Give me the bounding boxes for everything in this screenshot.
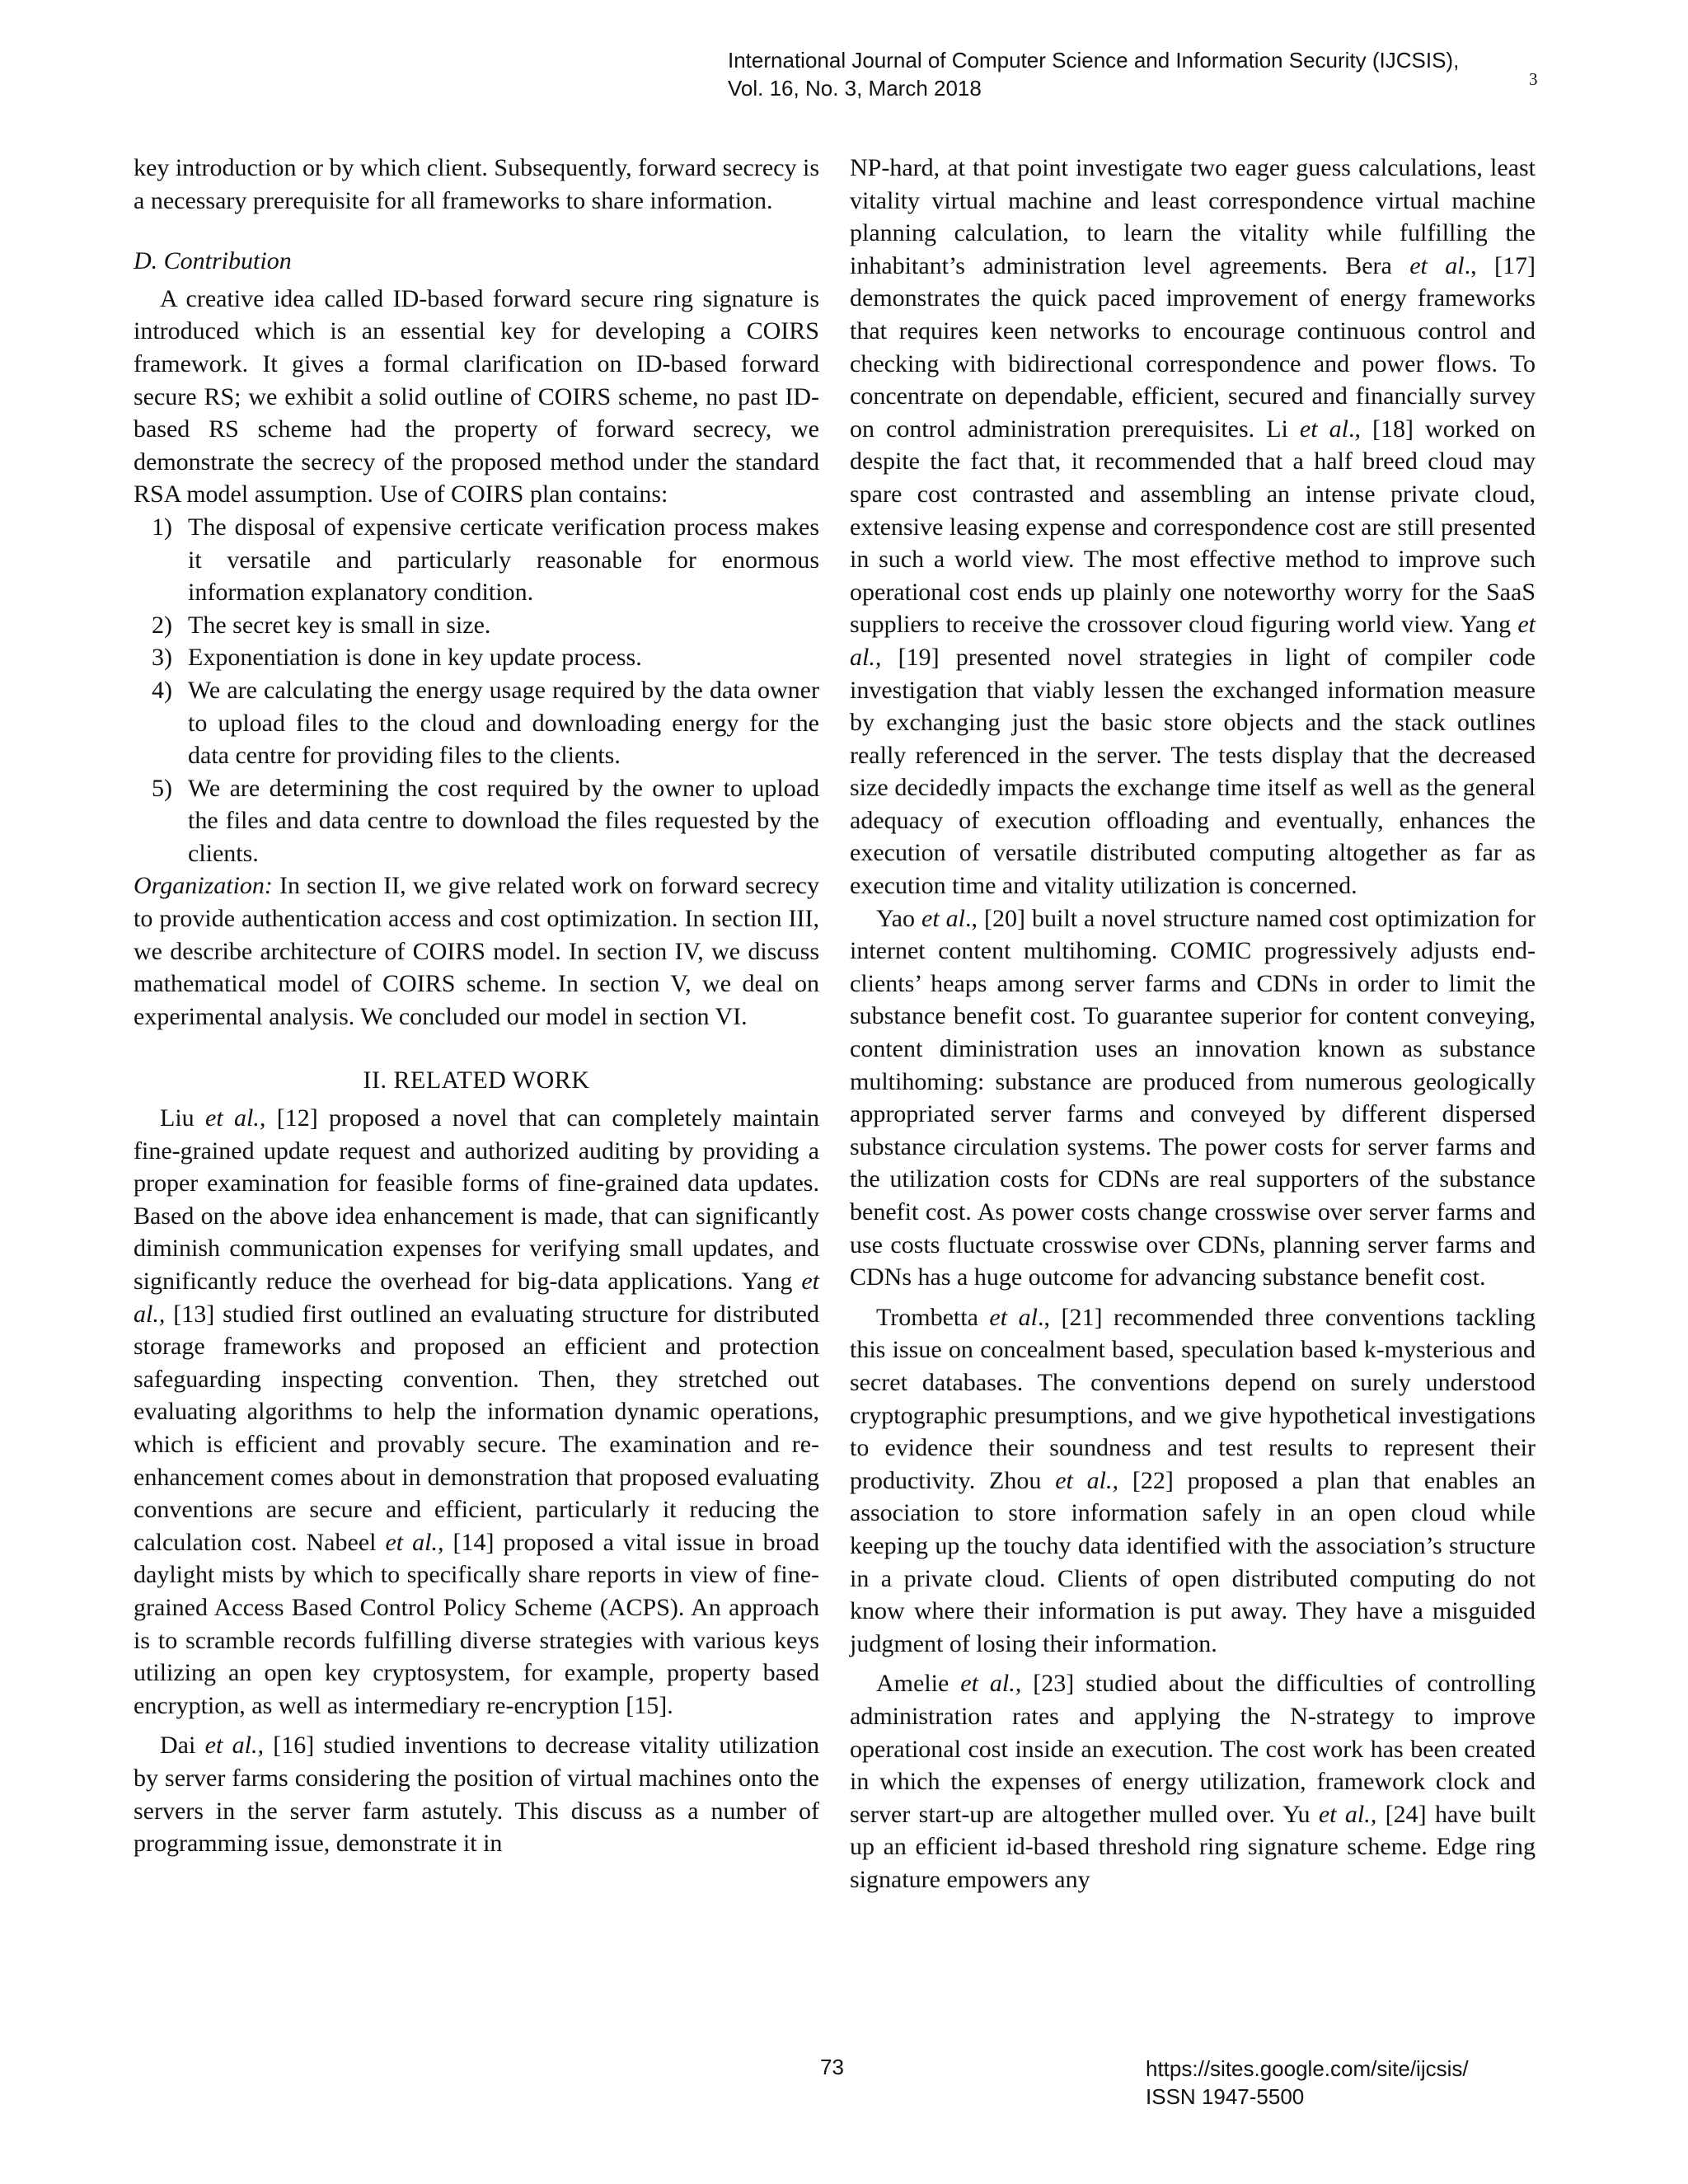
list-item-text: We are calculating the energy usage required by the data owner to upload files to the cloud and downloading energy for the data centre for providing files to the clients. <box>188 676 819 770</box>
header-page-number: 3 <box>1529 69 1538 89</box>
text-run: [13] studied first outlined an evaluating structure for distributed storage frameworks and proposed an efficient and protection safeguarding inspecting convention. Then, they stretched out evaluating algorithms to help the information dynamic operations, which is efficient and provably secure. The examination and re-enhancement comes about in demonstration that proposed evaluating conventions are secure and efficient, particularly it reducing the calculation cost. Nabeel <box>134 1300 819 1556</box>
text-run: [22] proposed a plan that enables an association to store information safely in an open cloud while keeping up the touchy data identified with the association’s structure in a private cloud. Clients of open distributed computing do not know where their information is put away. They have a misguided judgment of losing their information. <box>850 1466 1536 1657</box>
text-run: Amelie <box>876 1670 961 1698</box>
left-column <box>134 152 819 1860</box>
contribution-list <box>134 511 819 870</box>
list-item-text: The secret key is small in size. <box>188 611 491 639</box>
dai-paragraph <box>134 1729 819 1859</box>
intro-paragraph: key introduction or by which client. Subsequently, forward secrecy is a necessary prerequisite for all frameworks to share information. <box>134 154 820 214</box>
list-item <box>134 641 819 674</box>
list-item-number: 2) <box>152 611 172 639</box>
et-al-italic: et al <box>1299 415 1348 443</box>
text-run: Yao <box>876 904 921 932</box>
trombetta-paragraph <box>850 1301 1536 1661</box>
list-item-number: 3) <box>152 644 172 672</box>
et-al-italic: et al <box>921 904 966 932</box>
journal-title-line: International Journal of Computer Science and Information Security (IJCSIS), <box>728 48 1460 73</box>
et-al-italic: et al., <box>1318 1800 1377 1828</box>
et-al-italic: et al., <box>1055 1466 1119 1494</box>
et-al-italic: et al., <box>205 1104 266 1132</box>
journal-header <box>728 46 1459 102</box>
et-al-italic: et al., <box>204 1732 264 1760</box>
journal-volume-line: Vol. 16, No. 3, March 2018 <box>728 76 982 101</box>
text-run: [19] presented novel strategies in light of compiler code investigation that viably lessen the exchanged information measure by exchanging just the basic store objects and the stack outlines really referenced in the server. The tests display that the decreased size decidedly impacts the exchange time itself as well as the general adequacy of execution offloading and eventually, enhances the execution of versatile distributed computing altogether as far as execution time and vitality utilization is concerned. <box>850 643 1536 900</box>
text-run: [24] have built up an efficient id-based threshold ring signature scheme. Edge ring signature empowers any <box>850 1800 1536 1893</box>
contribution-paragraph: A creative idea called ID-based forward secure ring signature is introduced which is an essential key for developing a COIRS framework. It gives a formal clarification on ID-based forward secure RS; we exhibit a solid outline of COIRS scheme, no past ID-based RS scheme had the property of forward secrecy, we demonstrate the secrecy of the proposed method under the standard RSA model assumption. Use of COIRS plan contains: <box>134 284 819 509</box>
continued-paragraph <box>850 152 1536 902</box>
contribution-heading: D. Contribution <box>134 247 292 275</box>
text-run: [14] proposed a vital issue in broad daylight mists by which to specifically share reports in view of fine-grained Access Based Control Policy Scheme (ACPS). An approach is to scramble records fulfilling diverse strategies with various keys utilizing an open key cryptosystem, for example, property based encryption, as well as intermediary re-encryption [15]. <box>134 1528 819 1719</box>
text-run: NP-hard, at that point investigate two eager guess calculations, least vitality virtual machine and least correspondence virtual machine planning calculation, to learn the vitality while fulfilling the inhabitant’s administration level agreements. Bera <box>850 154 1536 279</box>
section-heading-related-work: II. RELATED WORK <box>363 1066 590 1094</box>
organization-text: In section II, we give related work on forward secrecy to provide authentication access and cost optimization. In section III, we describe architecture of COIRS model. In section IV, we discuss mathematical model of COIRS scheme. In section V, we deal on experimental analysis. We concluded our model in section VI. <box>134 872 819 1030</box>
et-al-italic: et al <box>1409 251 1465 279</box>
text-run: Dai <box>160 1732 205 1760</box>
list-item-number: 4) <box>152 676 172 704</box>
et-al-italic: et al., <box>385 1528 444 1556</box>
text-run: Trombetta <box>876 1303 990 1331</box>
et-al-italic: et al., <box>134 1268 819 1328</box>
text-run: ., [20] built a novel structure named cost optimization for internet content multihoming. COMIC progressively adjusts end-clients’ heaps among server farms and CDNs in order to limit the substance benefit cost. To guarantee superior for content conveying, content diministration uses an innovation known as substance multihoming: substance are produced from numerous geologically appropriated server farms and conveyed by different dispersed substance circulation systems. The power costs for server farms and the utilization costs for CDNs are real supporters of the substance benefit cost. As power costs change crosswise over server farms and use costs fluctuate crosswise over CDNs, planning server farms and CDNs has a huge outcome for advancing substance benefit cost. <box>850 904 1536 1291</box>
text-run: ., [17] demonstrates the quick paced improvement of energy frameworks that requires keen networks to encourage continuous control and checking with bidirectional correspondence and power flows. To concentrate on dependable, efficient, secured and financially survey on control administration prerequisites. Li <box>850 251 1536 443</box>
list-item-number: 5) <box>152 774 172 802</box>
list-item <box>134 772 819 870</box>
footer-issn: ISSN 1947-5500 <box>1146 2084 1305 2109</box>
text-run: [23] studied about the difficulties of controlling administration rates and applying the N-strategy to improve operational cost inside an execution. The cost work has been created in which the expenses of energy utilization, framework clock and server start-up are altogether mulled over. Yu <box>850 1670 1536 1828</box>
liu-paragraph <box>134 1102 819 1722</box>
organization-label: Organization: <box>134 872 273 900</box>
list-item-text: We are determining the cost required by the owner to upload the files and data centre to download the files requested by the clients. <box>188 774 819 867</box>
text-run: ., [21] recommended three conventions tackling this issue on concealment based, speculation based k-mysterious and secret databases. The conventions depend on surely understood cryptographic presumptions, and we give hypothetical investigations to evidence their soundness and test results to represent their productivity. Zhou <box>850 1303 1536 1494</box>
list-item <box>134 674 819 772</box>
footer-page-number: 73 <box>820 2055 844 2079</box>
et-al-italic: et al., <box>850 611 1536 671</box>
list-item <box>134 511 819 609</box>
text-run: Liu <box>160 1104 206 1132</box>
amelie-paragraph <box>850 1667 1536 1896</box>
list-item <box>134 609 819 642</box>
et-al-italic: et al., <box>960 1670 1022 1698</box>
list-item-text: The disposal of expensive certicate verification process makes it versatile and particularly reasonable for enormous information explanatory condition. <box>188 513 819 607</box>
text-run: [12] proposed a novel that can completely maintain fine-grained update request and authorized auditing by providing a proper examination for feasible forms of fine-grained data updates. Based on the above idea enhancement is made, that can significantly diminish communication expenses for verifying small updates, and significantly reduce the overhead for big-data applications. Yang <box>134 1104 819 1295</box>
text-run: ., [18] worked on despite the fact that, it recommended that a half breed cloud may spare cost contrasted and assembling an intense private cloud, extensive leasing expense and correspondence cost are still presented in such a world view. The most effective method to improve such operational cost ends up plainly one noteworthy worry for the SaaS suppliers to receive the crossover cloud figuring world view. Yang <box>850 415 1536 639</box>
list-item-number: 1) <box>152 513 172 541</box>
text-run: [16] studied inventions to decrease vitality utilization by server farms considering the position of virtual machines onto the servers in the server farm astutely. This discuss as a number of programming issue, demonstrate it in <box>134 1732 819 1858</box>
organization-paragraph <box>134 869 819 1033</box>
footer-journal-info <box>1146 2055 1469 2111</box>
et-al-italic: et al <box>989 1303 1038 1331</box>
right-column <box>850 152 1536 1896</box>
yao-paragraph <box>850 902 1536 1294</box>
footer-url: https://sites.google.com/site/ijcsis/ <box>1146 2056 1469 2081</box>
list-item-text: Exponentiation is done in key update process. <box>188 644 642 672</box>
